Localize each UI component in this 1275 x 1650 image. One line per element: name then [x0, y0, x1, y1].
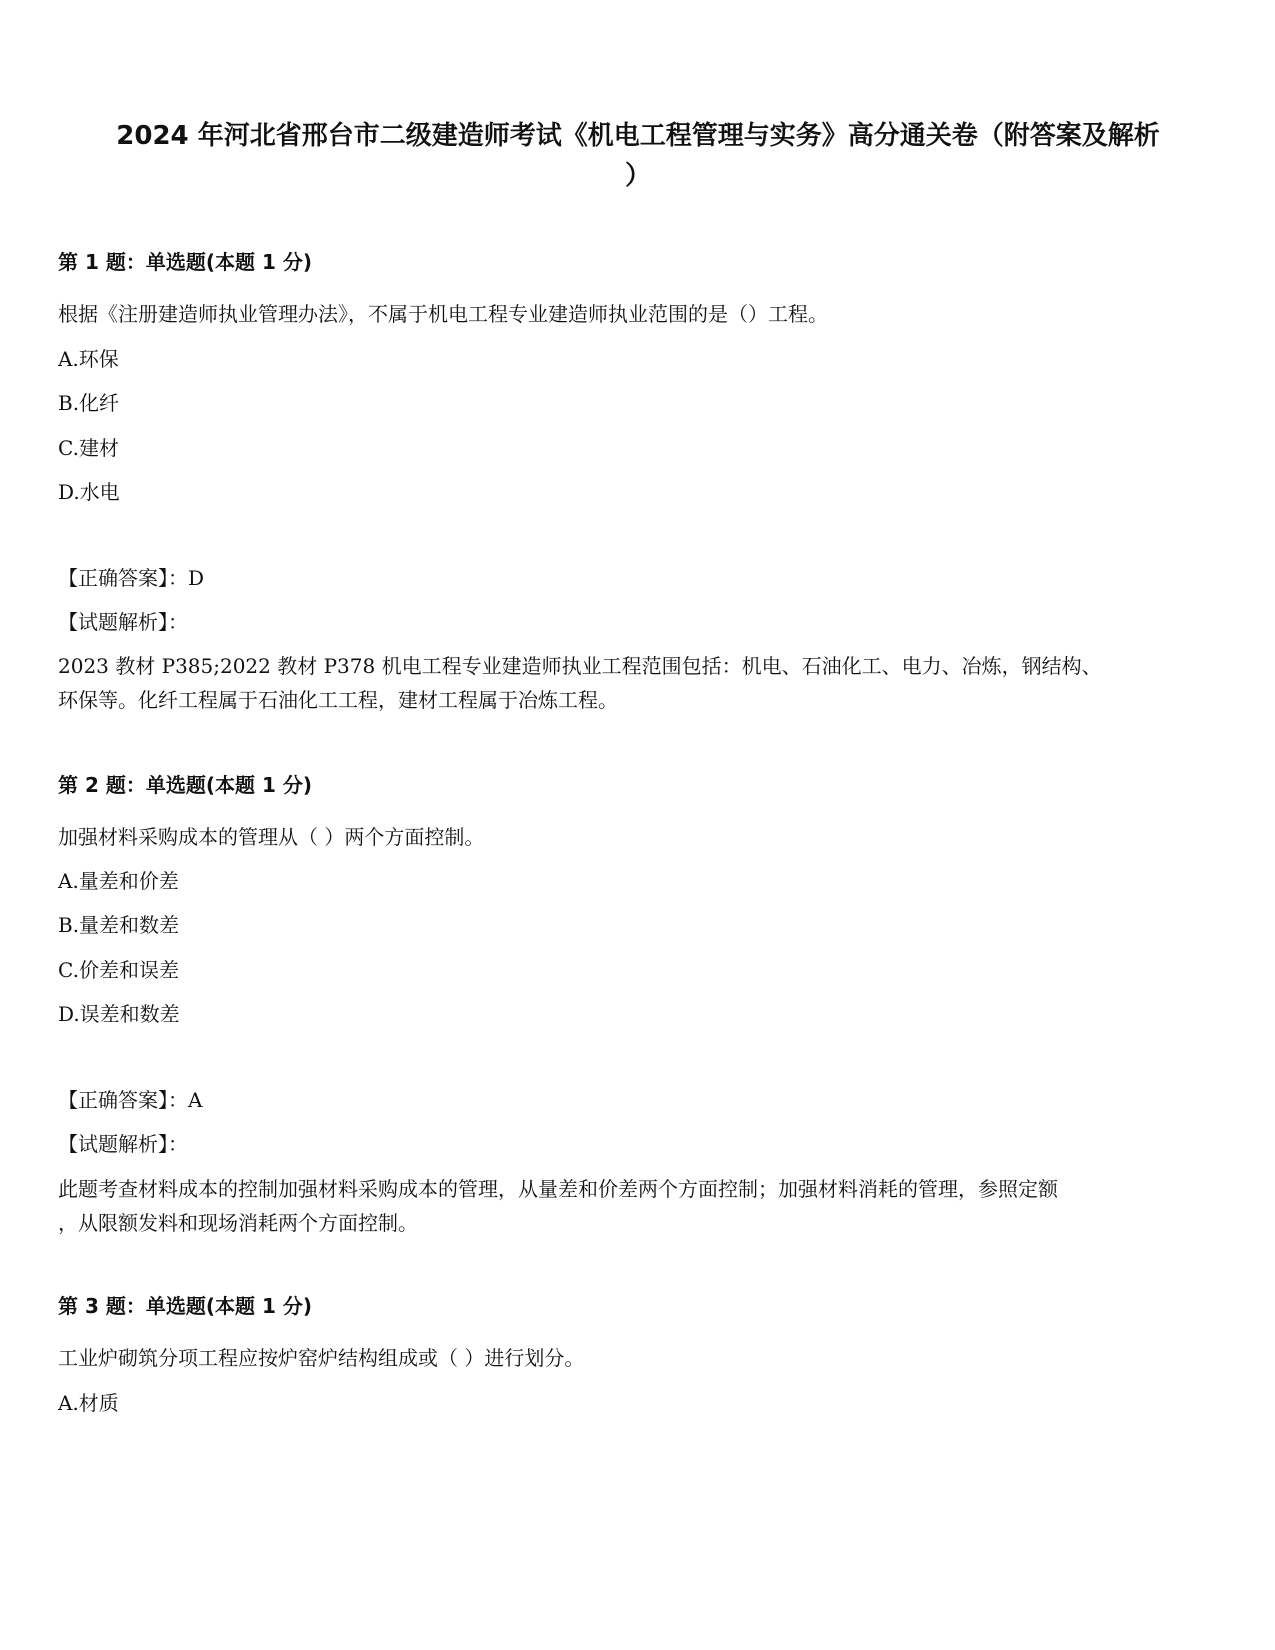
- question-1-stem: 根据《注册建造师执业管理办法》，不属于机电工程专业建造师执业范围的是（）工程。: [58, 302, 828, 326]
- question-3-stem: 工业炉砌筑分项工程应按炉窑炉结构组成或（ ）进行划分。: [58, 1346, 585, 1370]
- question-2-answer: 【正确答案】：A: [58, 1088, 203, 1112]
- question-2-stem: 加强材料采购成本的管理从（ ）两个方面控制。: [58, 825, 485, 849]
- question-1-answer: 【正确答案】：D: [58, 566, 205, 590]
- question-2-option-a: A.量差和价差: [58, 869, 179, 893]
- question-1-analysis-line-2: 环保等。化纤工程属于石油化工工程，建材工程属于冶炼工程。: [58, 688, 618, 712]
- question-1-header: 第 1 题：单选题(本题 1 分): [58, 250, 312, 274]
- document-title-line-1: 2024 年河北省邢台市二级建造师考试《机电工程管理与实务》高分通关卷（附答案及解析: [116, 121, 1160, 151]
- question-1-analysis-line-1: 2023 教材 P385;2022 教材 P378 机电工程专业建造师执业工程范围包括：机电、石油化工、电力、冶炼，钢结构、: [58, 654, 1102, 678]
- document-title-line-2: ）: [624, 161, 651, 191]
- question-3-option-a: A.材质: [58, 1391, 119, 1415]
- question-2-option-c: C.价差和误差: [58, 958, 179, 982]
- question-1-option-c: C.建材: [58, 436, 119, 460]
- question-2-option-b: B.量差和数差: [58, 913, 180, 937]
- question-3-header: 第 3 题：单选题(本题 1 分): [58, 1294, 312, 1318]
- document-title: [48, 116, 1228, 196]
- question-1-option-b: B.化纤: [58, 391, 120, 415]
- question-2-analysis-label: 【试题解析】：: [58, 1132, 188, 1156]
- question-1-option-a: A.环保: [58, 347, 119, 371]
- question-2-header: 第 2 题：单选题(本题 1 分): [58, 773, 312, 797]
- question-1-analysis: [58, 649, 1208, 717]
- question-2-analysis: [58, 1172, 1208, 1240]
- question-1-analysis-label: 【试题解析】：: [58, 610, 188, 634]
- question-1-option-d: D.水电: [58, 480, 120, 504]
- question-2-option-d: D.误差和数差: [58, 1002, 180, 1026]
- question-2-analysis-line-1: 此题考查材料成本的控制加强材料采购成本的管理，从量差和价差两个方面控制；加强材料消耗的管理，参照定额: [58, 1177, 1058, 1201]
- question-2-analysis-line-2: ，从限额发料和现场消耗两个方面控制。: [58, 1211, 418, 1235]
